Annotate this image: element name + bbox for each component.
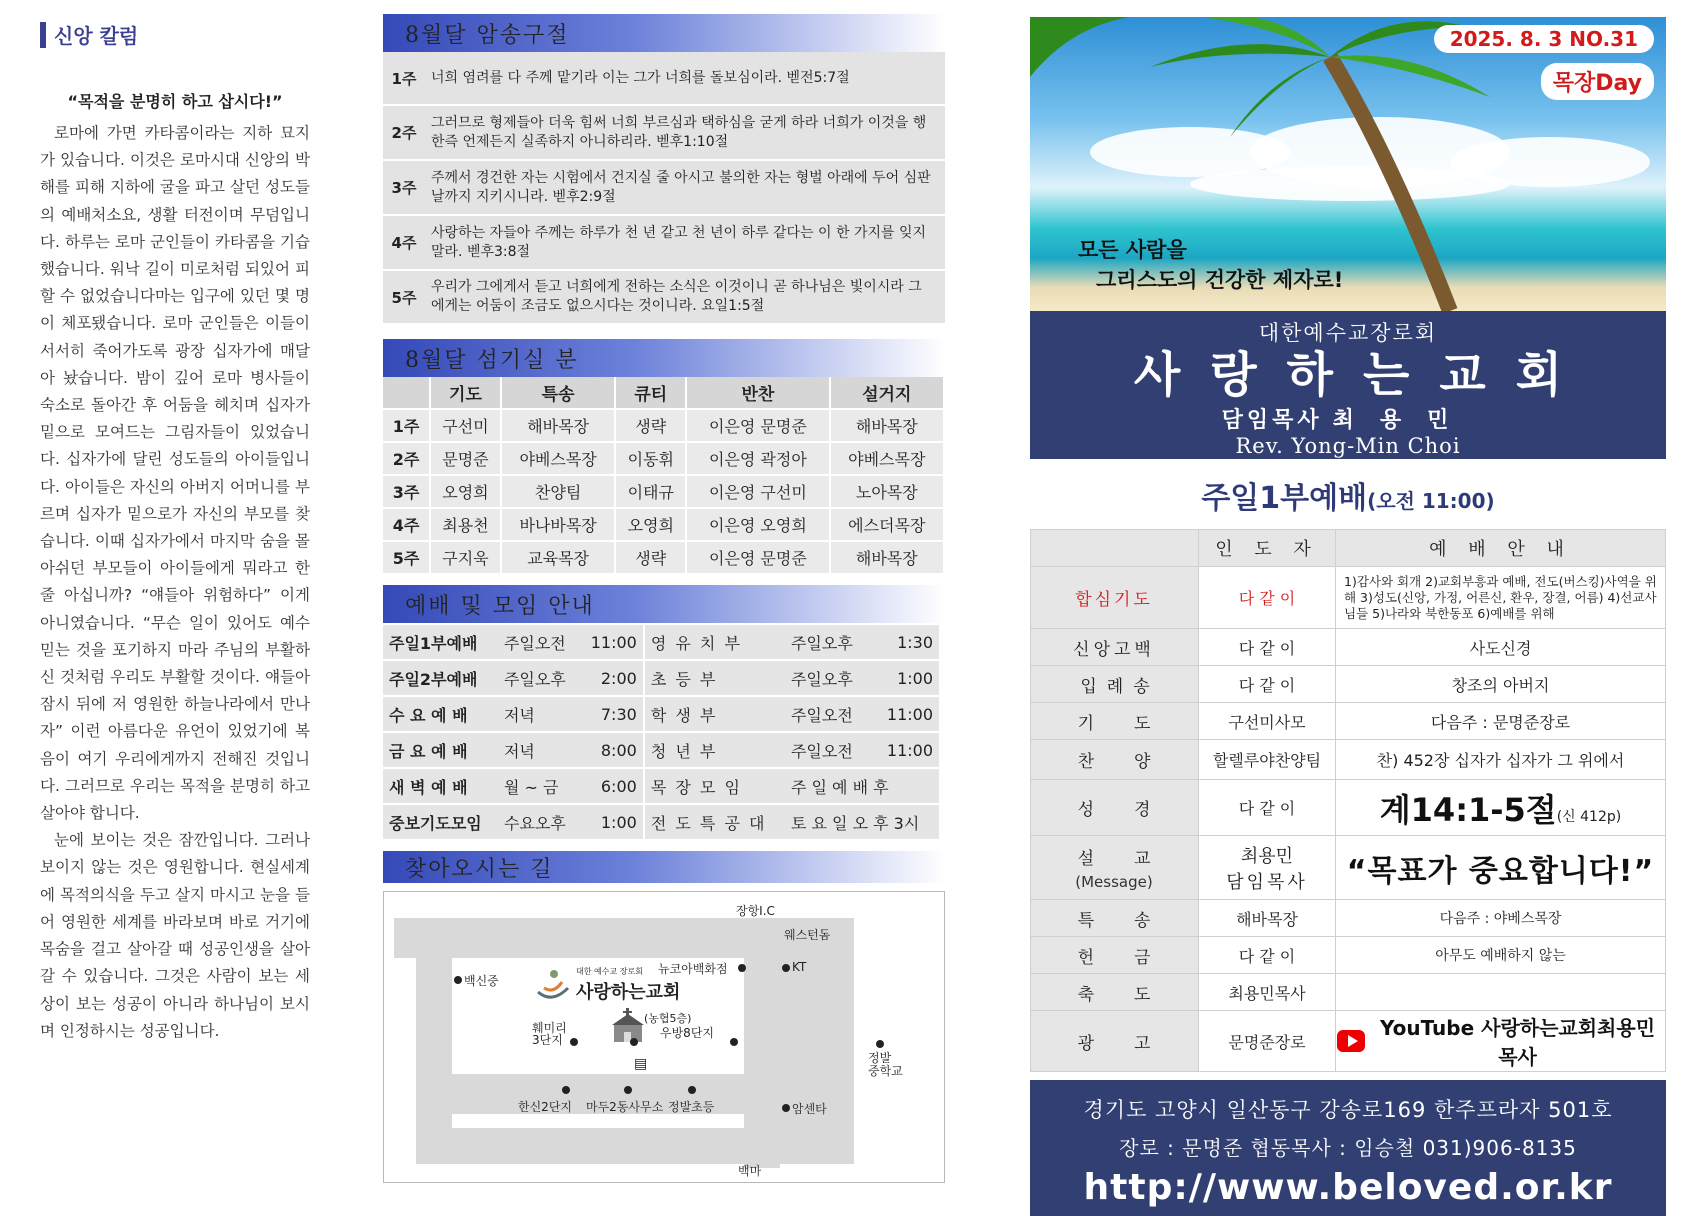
service-day: 주 일 예 배 후 [785,768,939,804]
memory-row [383,160,945,215]
order-note: 다음주 : 문명준장로 [1336,703,1666,740]
duty-row [383,475,944,508]
column-section [40,20,310,1045]
order-item: 입례송 [1031,666,1199,703]
duty-cell: 교육목장 [501,541,615,573]
map-dot [630,1038,638,1046]
order-header: 인 도 자 [1199,530,1336,567]
duty-cell: 에스더목장 [830,508,944,541]
service-name: 전 도 특 공 대 [644,804,785,839]
order-leader: 다 같 이 [1199,937,1336,974]
service-day: 저녁 [498,732,579,768]
service-name: 수 요 예 배 [383,696,498,732]
pastor-name: 최용민 [1332,408,1475,433]
map-dot [570,1038,578,1046]
youtube-channel: YouTube 사랑하는교회최용민목사 [1379,1016,1656,1069]
scripture-page: (신 412p) [1556,808,1622,825]
service-time: 1:30 [871,624,939,660]
order-header-row [1031,530,1666,567]
duty-cell: 이은영 문명준 [686,409,829,442]
church-logo-icon [532,964,574,1006]
duty-cell: 최용천 [430,508,501,541]
service-time: 2:00 [579,660,644,696]
map-label-baeksin: 백신중 [464,974,499,988]
slogan-line-1: 모든 사람을 [1078,238,1187,262]
crosswalk-icon: ▤ [634,1056,648,1072]
service-day: 저녁 [498,696,579,732]
duty-table [383,377,945,573]
duty-cell: 생략 [615,541,686,573]
map-label-hum: 훼미리 3단지 [532,1021,567,1047]
map-label-jungbal-m: 정발 중학교 [868,1051,903,1078]
order-item: 축도 [1031,974,1199,1011]
memory-row [383,270,945,324]
duty-cell: 문명준 [430,442,501,475]
pastor-title: 담임목사 [1221,408,1323,433]
order-item: 찬양 [1031,740,1199,780]
map-label-western: 웨스턴돔 [784,928,831,942]
map-label-kt: KT [792,960,807,974]
service-day: 수요오후 [498,804,579,839]
duty-heading: 8월달 섬기실 분 [383,339,945,377]
order-item: 합심기도 [1031,567,1199,629]
church-banner [1030,311,1666,459]
service-name: 학 생 부 [644,696,785,732]
map-label-madu: 마두2동사무소 [586,1100,664,1114]
map-church-name: 사랑하는교회 [576,982,681,1003]
service-name: 새 벽 예 배 [383,768,498,804]
mokjang-day-badge: 목장Day [1541,63,1654,100]
duty-cell: 해바목장 [830,409,944,442]
map-dot [782,964,790,972]
order-leader: 최용민목사 [1199,974,1336,1011]
service-day: 주일오후 [785,660,871,696]
order-leader: 문명준장로 [1199,1011,1336,1072]
church-address: 경기도 고양시 일산동구 강송로169 한주프라자 501호 [1083,1098,1613,1122]
pastor-line [1030,403,1666,434]
order-row [1031,703,1666,740]
memory-verse: 주께서 경건한 자는 시험에서 건지실 줄 아시고 불의한 자는 형벌 아래에 두어 심판 날까지 지키시니라. 벧후2:9절 [425,160,945,215]
order-row [1031,1011,1666,1072]
memory-week: 3주 [383,160,425,215]
service-time: 11:00 [871,732,939,768]
service-day: 주일오후 [785,624,871,660]
service-name: 초 등 부 [644,660,785,696]
service-day: 주일오전 [785,732,871,768]
duty-row [383,541,944,573]
service-title [1030,473,1666,517]
slogan [1078,235,1343,295]
service-time: (오전 11:00) [1367,489,1495,513]
service-name: 주일1부예배 [383,624,498,660]
pastor-english: Rev. Yong-Min Choi [1235,434,1461,458]
denomination: 대한예수교장로회 [1258,321,1438,345]
duty-cell: 구지욱 [430,541,501,573]
map-label-ubang: 우방8단지 [660,1026,715,1040]
order-item: 특송 [1031,900,1199,937]
duty-cell: 오영희 [615,508,686,541]
order-leader: 최용민 [1240,845,1294,867]
memory-week: 4주 [383,215,425,270]
duty-cell: 이태규 [615,475,686,508]
order-leader: 다 같 이 [1199,780,1336,836]
service-day: 주일오전 [498,624,579,660]
order-item: 광고 [1031,1011,1199,1072]
service-name: 목 장 모 임 [644,768,785,804]
youtube-play-icon [1337,1030,1365,1052]
church-website[interactable]: http://www.beloved.or.kr [1083,1167,1613,1208]
order-row [1031,567,1666,629]
column-title: “목적을 분명히 하고 삽시다!” [67,92,283,111]
order-item: 기도 [1031,703,1199,740]
map-label-baekma: 백마 [738,1164,762,1178]
duty-cell: 해바목장 [830,541,944,573]
map-road [416,1128,854,1164]
directions-map [383,891,945,1183]
order-row [1031,780,1666,836]
duty-cell: 노아목장 [830,475,944,508]
service-row [383,804,939,839]
sermon-title: “목표가 중요합니다!” [1346,853,1655,889]
column-paragraph-1: 로마에 가면 카타콤이라는 지하 묘지가 있습니다. 이것은 로마시대 신앙의 박해를 피해 지하에 굴을 파고 살던 성도들의 예배처소요, 생활 터전이며 무덤입니다. 하루는 로마 군인들이 카타콤을 기습했습니다. 워낙 길이 미로처럼 되있어 피할 수 없었습니다마는 입구에 있던 몇 명이 체포됐습니다. 로마 군인들은 이들이 서서히 죽어가도록 광장 십자가에 매달아 놨습니다. 밤이 깊어 로마 병사들이 숙소로 돌아간 후 어둠을 헤치며 십자가 밑으로 모여드는 그림자들이 있었습니다. 십자가에 달린 성도들의 아이들입니다. 아이들은 자신의 아버지 어머니를 부르며 십자가 밑으로가 자신의 부모를 찾습니다. 이때 십자가에서 마지막 숨을 몰아쉬던 부모들이 아이들에게 뭐라고 한 줄 아십니까? “얘들아 위험하다” 이게 아니였습니다. “무슨 일이 있어도 예수 믿는 것을 포기하지 마라 주님의 부활하신 것처럼 우리도 부활할 것이다. 얘들아 잠시 뒤에 저 영원한 하늘나라에서 만나자” 이런 아름다운 유언이 있었기에 복음이 여기 우리에게까지 전해진 것입니다. 그러므로 우리는 목적을 분명히 하고 살아야 합니다. [40,124,310,823]
duty-cell: 바나바목장 [501,508,615,541]
order-note: 찬) 452장 십자가 십자가 그 위에서 [1336,740,1666,780]
duty-cell: 구선미 [430,409,501,442]
map-dot [876,1040,884,1048]
order-note: 다음주 : 야베스목장 [1336,900,1666,937]
order-header: 예 배 안 내 [1336,530,1666,567]
memory-week: 2주 [383,105,425,160]
duty-header: 설거지 [830,377,944,409]
duty-header-row [383,377,944,409]
map-label-hansin: 한신2단지 [518,1100,573,1114]
issue-date: 2025. 8. 3 NO.31 [1434,25,1654,53]
order-leader-2: 담임목사 [1226,871,1308,893]
map-dot [738,964,746,972]
order-item-sub: (Message) [1075,873,1153,891]
church-contact: 장로 : 문명준 협동목사 : 임승철 031)906-8135 [1119,1136,1577,1160]
memory-row [383,52,945,105]
service-name: 청 년 부 [644,732,785,768]
service-name: 중보기도모임 [383,804,498,839]
map-dot [782,1104,790,1112]
service-time: 6:00 [579,768,644,804]
order-leader: 다 같 이 [1199,567,1336,629]
column-heading-text: 신앙 칼럼 [54,24,139,48]
column-heading [40,20,310,49]
cover-hero [1030,17,1666,311]
duty-row [383,409,944,442]
service-name: 금 요 예 배 [383,732,498,768]
service-time: 8:00 [579,732,644,768]
duty-cell: 5주 [383,541,430,573]
map-road [780,918,854,1160]
order-row [1031,974,1666,1011]
order-note: 1)감사와 회개 2)교회부흥과 예배, 전도(버스킹)사역을 위해 3)성도(신앙, 가정, 어른신, 환우, 장결, 어름) 4)선교사님들 5)나라와 북한동포 6)예배를 위해 [1336,567,1666,629]
map-dot [562,1086,570,1094]
info-column [383,14,945,1183]
service-row [383,768,939,804]
order-row [1031,666,1666,703]
map-dot [624,1086,632,1094]
service-time: 11:00 [871,696,939,732]
service-row [383,624,939,660]
map-label-cancer: 암센타 [792,1102,827,1116]
memory-row [383,105,945,160]
column-body [40,120,310,1045]
duty-cell: 4주 [383,508,430,541]
services-heading: 예배 및 모임 안내 [383,585,945,623]
memory-verse: 우리가 그에게서 듣고 너희에게 전하는 소식은 이것이니 곧 하나님은 빛이시라 그에게는 어둠이 조금도 없으시다는 것이니라. 요일1:5절 [425,270,945,324]
duty-cell: 찬양팀 [501,475,615,508]
scripture-reference: 계14:1-5절 [1379,790,1557,829]
service-title-text: 주일1부예배 [1201,481,1368,516]
duty-header [383,377,430,409]
church-building-icon [608,1008,648,1044]
order-item: 설교 [1077,849,1191,869]
order-row [1031,629,1666,666]
service-row [383,696,939,732]
heading-bar [40,22,46,48]
duty-cell: 오영희 [430,475,501,508]
order-note: 창조의 아버지 [1336,666,1666,703]
service-row [383,732,939,768]
order-leader: 할렐루야찬양팀 [1199,740,1336,780]
map-dot [688,1086,696,1094]
service-time: 7:30 [579,696,644,732]
slogan-line-2: 그리스도의 건강한 제자로! [1096,268,1344,292]
order-leader: 해바목장 [1199,900,1336,937]
order-leader: 다 같 이 [1199,629,1336,666]
duty-header: 큐티 [615,377,686,409]
service-time: 1:00 [579,804,644,839]
duty-cell: 이동휘 [615,442,686,475]
order-leader-cell [1199,836,1336,900]
duty-header: 반찬 [686,377,829,409]
order-note-cell[interactable] [1336,1011,1666,1072]
duty-cell: 야베스목장 [501,442,615,475]
duty-cell: 3주 [383,475,430,508]
order-note: 아무도 예배하지 않는 [1336,937,1666,974]
service-day: 주일오후 [498,660,579,696]
duty-cell: 야베스목장 [830,442,944,475]
service-name: 영 유 치 부 [644,624,785,660]
service-name: 주일2부예배 [383,660,498,696]
order-note [1336,974,1666,1011]
order-row [1031,836,1666,900]
order-item: 헌금 [1031,937,1199,974]
duty-cell: 이은영 오영희 [686,508,829,541]
duty-header: 기도 [430,377,501,409]
church-name: 사랑하는교회 [1133,347,1593,403]
services-table [383,623,939,839]
map-label-nh: (농협5층) [644,1012,692,1025]
service-row [383,660,939,696]
map-label-jh: 장항I.C [736,904,775,918]
memory-week: 5주 [383,270,425,324]
duty-cell: 생략 [615,409,686,442]
order-note-cell [1336,836,1666,900]
order-item: 성경 [1031,780,1199,836]
service-time: 1:00 [871,660,939,696]
memory-verse: 사랑하는 자들아 주께는 하루가 천 년 같고 천 년이 하루 같다는 이 한 가지를 잊지 말라. 벧후3:8절 [425,215,945,270]
order-row [1031,900,1666,937]
order-header [1031,530,1199,567]
map-church-denomination: 대한 예수교 장로회 [576,967,643,976]
memory-week: 1주 [383,52,425,105]
duty-row [383,442,944,475]
column-paragraph-2: 눈에 보이는 것은 잠깐입니다. 그러나 보이지 않는 것은 영원합니다. 현실세계에 목적의식을 두고 살지 마시고 눈을 들어 영원한 세계를 바라보며 바로 거기에 목숨을 걸고 살아갈 때 성공인생을 살아갈 수 있습니다. 그것은 사람이 보는 세상이 보는 성공이 아니라 하나님이 보시며 인정하시는 성공입니다. [40,831,310,1040]
order-item-cell [1031,836,1199,900]
order-row [1031,740,1666,780]
footer-banner [1030,1080,1666,1216]
duty-header: 특송 [501,377,615,409]
memory-verse: 너희 염려를 다 주께 맡기라 이는 그가 너희를 돌보심이라. 벧전5:7절 [425,52,945,105]
directions-heading: 찾아오시는 길 [383,851,945,883]
order-leader: 다 같 이 [1199,666,1336,703]
duty-cell: 해바목장 [501,409,615,442]
duty-cell: 1주 [383,409,430,442]
memory-row [383,215,945,270]
map-dot [730,1038,738,1046]
service-day: 토 요 일 오 후 3시 [785,804,939,839]
memory-verse: 그러므로 형제들아 더욱 힘써 너희 부르심과 택하심을 굳게 하라 너희가 이것을 행한즉 언제든지 실족하지 아니하리라. 벧후1:10절 [425,105,945,160]
service-time: 11:00 [579,624,644,660]
map-label-jungbal-e: 정발초등 [668,1100,715,1114]
order-row [1031,937,1666,974]
memory-heading: 8월달 암송구절 [383,14,945,52]
youtube-link[interactable] [1337,1012,1664,1070]
order-leader: 구선미사모 [1199,703,1336,740]
memory-table [383,52,945,325]
map-dot [454,976,462,984]
duty-cell: 이은영 구선미 [686,475,829,508]
duty-cell: 이은영 문명준 [686,541,829,573]
map-label-newcore: 뉴코아백화점 [658,962,728,976]
duty-row [383,508,944,541]
order-note: 사도신경 [1336,629,1666,666]
order-note-cell [1336,780,1666,836]
service-order-table [1030,529,1666,1072]
cover-column [1030,17,1666,1216]
service-day: 주일오전 [785,696,871,732]
duty-cell: 이은영 곽정아 [686,442,829,475]
duty-cell: 2주 [383,442,430,475]
order-item: 신앙고백 [1031,629,1199,666]
service-day: 월 ~ 금 [498,768,579,804]
